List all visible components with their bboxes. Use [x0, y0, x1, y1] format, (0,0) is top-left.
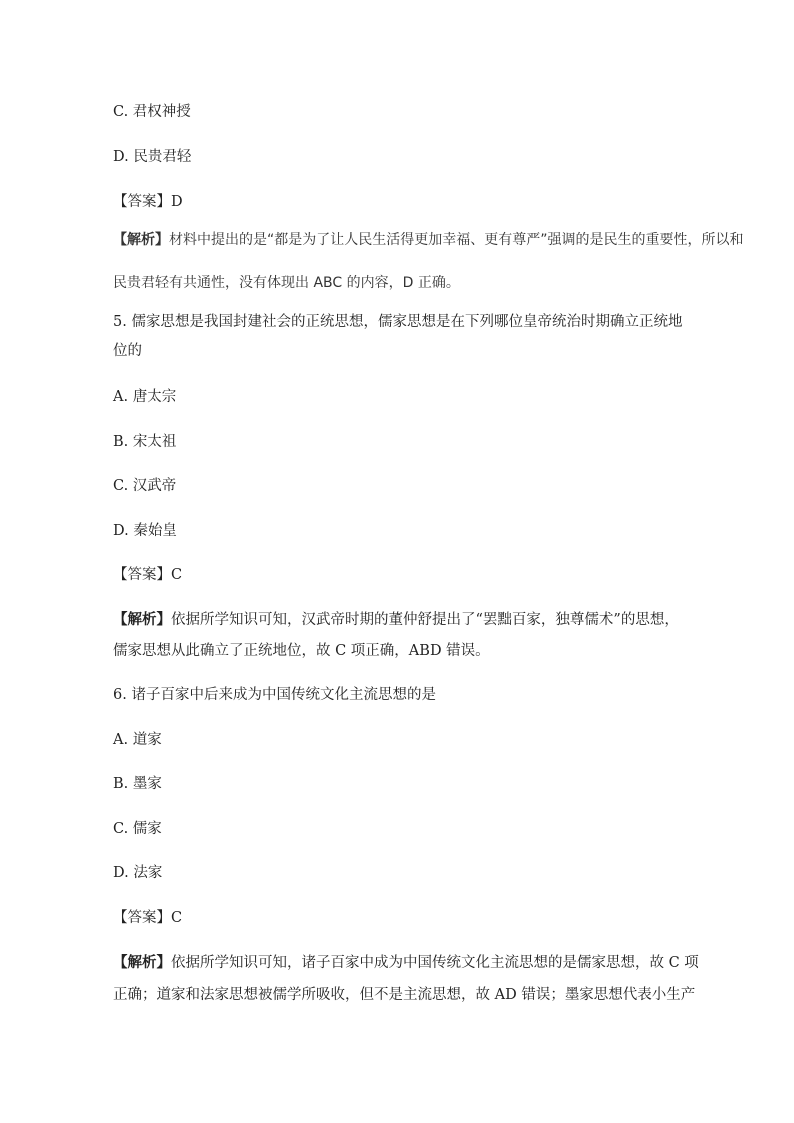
q6-analysis-text: 依据所学知识可知，诸子百家中成为中国传统文化主流思想的是儒家思想，故 C 项 [171, 955, 699, 971]
q6-stem: 6. 诸子百家中后来成为中国传统文化主流思想的是 [113, 687, 436, 703]
q4-answer: 【答案】D [113, 194, 183, 210]
q6-analysis-line1 [113, 953, 699, 973]
q6-option-c: C. 儒家 [113, 821, 162, 837]
q6-answer: 【答案】C [113, 910, 183, 926]
q5-stem-line2: 位的 [113, 343, 142, 359]
q6-analysis-line2: 正确；道家和法家思想被儒学所吸收，但不是主流思想，故 AD 错误；墨家思想代表小生产 [113, 987, 696, 1003]
q5-analysis-text: 依据所学知识可知，汉武帝时期的董仲舒提出了“罢黜百家，独尊儒术”的思想， [171, 612, 679, 628]
q4-analysis-line2: 民贵君轻有共通性，没有体现出 ABC 的内容，D 正确。 [113, 275, 460, 291]
q5-stem-line1: 5. 儒家思想是我国封建社会的正统思想，儒家思想是在下列哪位皇帝统治时期确立正统地 [113, 314, 683, 330]
q5-analysis-label: 【解析】 [113, 611, 171, 628]
q5-analysis-line1 [113, 610, 679, 630]
q6-option-d: D. 法家 [113, 865, 163, 881]
q5-option-b: B. 宋太祖 [113, 434, 177, 450]
q6-analysis-label: 【解析】 [113, 954, 171, 971]
q5-analysis-line2: 儒家思想从此确立了正统地位，故 C 项正确，ABD 错误。 [113, 643, 490, 659]
q4-analysis-text: 材料中提出的是“都是为了让人民生活得更加幸福、更有尊严”强调的是民生的重要性，所以和 [169, 232, 744, 248]
q4-analysis-label: 【解析】 [113, 232, 169, 248]
q5-option-a: A. 唐太宗 [113, 389, 177, 405]
q5-option-d: D. 秦始皇 [113, 523, 177, 539]
q4-analysis-line1 [113, 230, 744, 250]
q5-answer: 【答案】C [113, 567, 183, 583]
q6-option-a: A. 道家 [113, 732, 162, 748]
q6-option-b: B. 墨家 [113, 776, 162, 792]
q4-option-c: C. 君权神授 [113, 104, 191, 120]
q5-option-c: C. 汉武帝 [113, 478, 177, 494]
q4-option-d: D. 民贵君轻 [113, 149, 192, 165]
